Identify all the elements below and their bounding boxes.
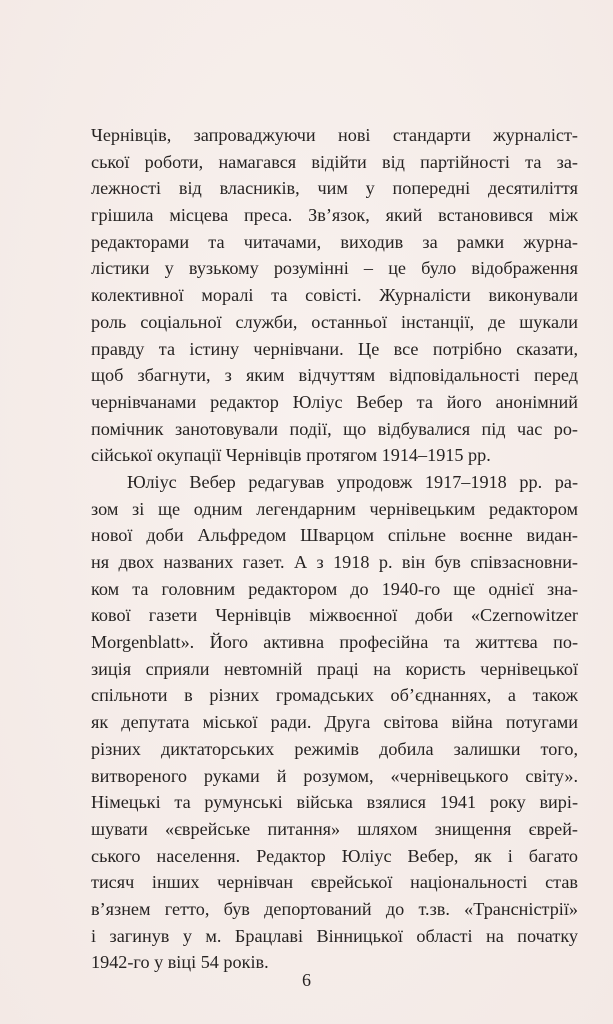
text-line: помічник занотовували події, що відбувалися під час ро- (91, 418, 578, 439)
text-line: тисяч інших чернівчан єврейської національності став (91, 872, 578, 893)
text-line: щоб збагнути, з яким відчуттям відповідальності перед (91, 365, 578, 386)
page-body-text (91, 122, 578, 976)
text-line: правду та істину чернівчани. Це все потрібно сказати, (91, 338, 578, 359)
text-line: Німецькі та румунські війська взялися 1941 року вирі- (91, 792, 578, 813)
text-line: зом зі ще одним легендарним чернівецьким редактором (91, 498, 578, 519)
text-line: сійської окупації Чернівців протягом 1914–1915 рр. (91, 445, 491, 466)
paragraph-1 (91, 122, 578, 469)
text-line: чернівчанами редактор Юліус Вебер та його анонімний (91, 391, 578, 412)
text-line: лежності від власників, чим у попередні десятиліття (91, 178, 578, 199)
text-line: ського населення. Редактор Юліус Вебер, як і багато (91, 845, 578, 866)
text-line: різних диктаторських режимів добила залишки того, (91, 738, 578, 759)
text-line: шувати «єврейське питання» шляхом знищення єврей- (91, 818, 578, 839)
text-line: ком та головним редактором до 1940-го ще однієї зна- (91, 578, 578, 599)
text-line: витвореного руками й розумом, «чернівецького світу». (91, 765, 578, 786)
text-line: зиція сприяли невтомній праці на користь чернівецької (91, 658, 578, 679)
text-line: роль соціальної служби, останньої інстанції, де шукали (91, 311, 578, 332)
paragraph-2 (91, 469, 578, 976)
text-line: і загинув у м. Брацлаві Вінницької області на початку (91, 925, 578, 946)
text-line: ської роботи, намагався відійти від партійності та за- (91, 151, 578, 172)
page-number: 6 (302, 970, 311, 990)
text-line: Юліус Вебер редагував упродовж 1917–1918 рр. ра- (127, 471, 578, 492)
text-line: кової газети Чернівців міжвоєнної доби «Czernowitzer (91, 605, 578, 626)
text-line: Morgenblatt». Його активна професійна та життєва по- (91, 632, 578, 653)
text-line: 1942-го у віці 54 років. (91, 952, 269, 973)
text-line: лістики у вузькому розумінні – це було відображення (91, 258, 578, 279)
text-line: в’язнем гетто, був депортований до т.зв. «Трансністрії» (91, 898, 578, 919)
text-line: редакторами та читачами, виходив за рамки журна- (91, 231, 578, 252)
text-line: нової доби Альфредом Шварцом спільне воєнне видан- (91, 525, 578, 546)
text-line: колективної моралі та совісті. Журналісти виконували (91, 285, 578, 306)
text-line: спільноти в різних громадських об’єднаннях, а також (91, 685, 578, 706)
text-line: як депутата міської ради. Друга світова війна потугами (91, 712, 578, 733)
text-line: грішила місцева преса. Зв’язок, який встановився між (91, 205, 578, 226)
text-line: ня двох названих газет. А з 1918 р. він був співзасновни- (91, 552, 578, 572)
text-line: Чернівців, запроваджуючи нові стандарти журналіст- (91, 125, 578, 145)
